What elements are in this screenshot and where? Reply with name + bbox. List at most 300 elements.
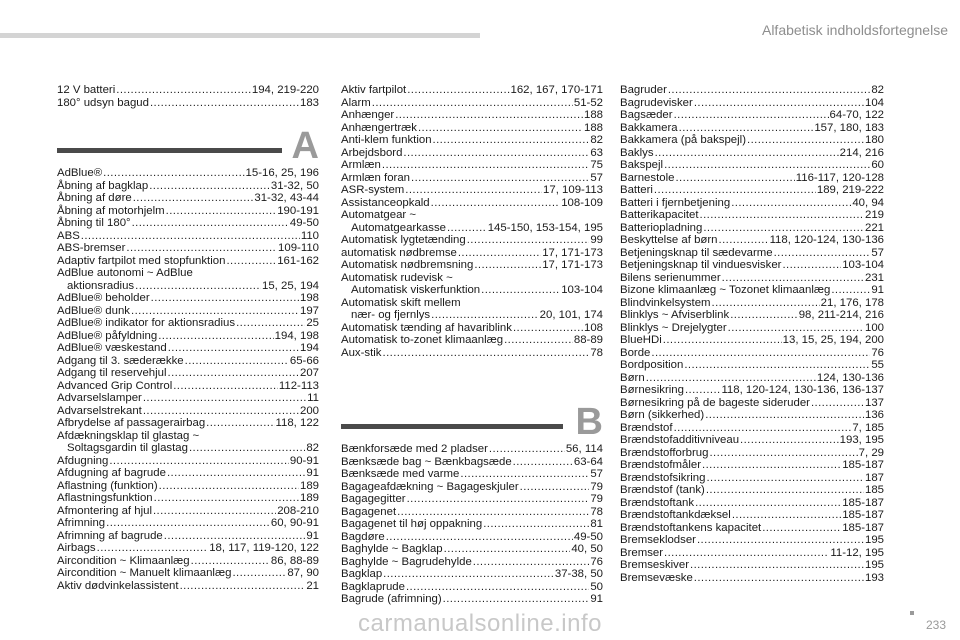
index-entry bbox=[620, 109, 884, 122]
dot-leader bbox=[185, 355, 289, 368]
entry-pages: 110 bbox=[300, 229, 319, 242]
entry-term: Bagdøre bbox=[341, 530, 385, 543]
index-entry-line bbox=[57, 580, 319, 593]
dot-leader bbox=[97, 542, 209, 555]
entry-term: Automatisk to-zonet klimaanlæg bbox=[341, 334, 504, 346]
entry-term: AdBlue® påfyldning bbox=[57, 329, 158, 342]
entry-term: Advarselslamper bbox=[57, 392, 142, 404]
index-entry bbox=[620, 184, 884, 197]
index-entry bbox=[341, 134, 603, 147]
index-entry bbox=[341, 122, 603, 135]
entry-term: Borde bbox=[620, 346, 651, 359]
index-entry bbox=[341, 109, 603, 122]
entry-pages: 55 bbox=[871, 359, 884, 371]
index-entry bbox=[620, 272, 884, 285]
index-entry-line bbox=[57, 97, 319, 110]
entry-term: Armlæn foran bbox=[341, 171, 411, 184]
dot-leader bbox=[232, 567, 286, 580]
entry-pages: 78 bbox=[590, 346, 603, 359]
index-entry-line bbox=[341, 531, 603, 544]
entry-pages: 90-91 bbox=[289, 454, 319, 467]
index-entry bbox=[620, 384, 884, 397]
dot-leader bbox=[153, 505, 276, 518]
index-entry-line bbox=[341, 593, 603, 606]
entry-pages: 76 bbox=[590, 555, 603, 568]
entry-pages: 194, 219-220 bbox=[251, 84, 319, 96]
entry-pages: 51-52 bbox=[573, 96, 603, 109]
letter-a: A bbox=[291, 125, 319, 167]
entry-term: Arbejdsbord bbox=[341, 146, 403, 159]
entry-pages: 75 bbox=[590, 159, 603, 171]
dot-leader bbox=[679, 122, 814, 135]
dot-leader bbox=[489, 443, 565, 456]
entry-term: Bakspejl bbox=[620, 159, 664, 171]
entry-term: Åbning til 180° bbox=[57, 217, 131, 229]
dot-leader bbox=[782, 259, 841, 272]
entry-pages: 57 bbox=[871, 246, 884, 259]
index-entry bbox=[620, 84, 884, 97]
dot-leader bbox=[189, 442, 305, 455]
entry-term: Beskyttelse af børn bbox=[620, 234, 718, 246]
entry-term: Adgang til reservehjul bbox=[57, 367, 167, 379]
entry-term: BlueHDi bbox=[620, 334, 662, 346]
entry-pages: 49-50 bbox=[289, 217, 319, 229]
index-entry bbox=[620, 259, 884, 272]
entry-term: Bagagegitter bbox=[341, 493, 406, 505]
index-entry bbox=[341, 209, 603, 234]
entry-pages: 79 bbox=[590, 493, 603, 505]
entry-term: Aktiv fartpilot bbox=[341, 84, 407, 96]
dot-leader bbox=[116, 84, 251, 97]
entry-term: Afbrydelse af passagerairbag bbox=[57, 417, 206, 429]
index-entry bbox=[57, 317, 319, 330]
entry-pages: 161-162 bbox=[277, 254, 319, 267]
index-entry bbox=[620, 472, 884, 485]
index-entry bbox=[57, 555, 319, 568]
index-entry-line bbox=[57, 442, 319, 455]
index-entry-line bbox=[341, 259, 603, 272]
dot-leader bbox=[664, 159, 870, 172]
index-entry-line bbox=[620, 309, 884, 322]
dot-leader bbox=[709, 447, 857, 460]
entry-pages: 189, 219-222 bbox=[816, 184, 884, 196]
letter-heading-b bbox=[341, 393, 603, 443]
index-entry-line bbox=[620, 222, 884, 235]
index-entry bbox=[620, 359, 884, 372]
entry-term: Brændstoftankens kapacitet bbox=[620, 521, 762, 534]
index-entry-line bbox=[57, 305, 319, 318]
index-entry bbox=[57, 467, 319, 480]
entry-pages: 231 bbox=[864, 271, 884, 284]
dot-leader bbox=[226, 255, 276, 268]
entry-term: Bakkamera bbox=[620, 121, 678, 134]
index-entry bbox=[57, 580, 319, 593]
entry-pages: 91 bbox=[306, 529, 319, 542]
entry-term: AdBlue autonomi ~ AdBlue bbox=[57, 267, 193, 279]
entry-term: Automatisk skift mellem bbox=[341, 296, 461, 309]
dot-leader bbox=[481, 284, 560, 297]
page-number: 233 bbox=[925, 618, 946, 632]
dot-leader bbox=[403, 147, 589, 160]
entry-pages: 188 bbox=[583, 109, 603, 121]
entry-pages: 21 bbox=[306, 579, 319, 592]
entry-pages: 195 bbox=[864, 559, 884, 571]
entry-term: Assistanceopkald bbox=[341, 196, 430, 209]
index-entry-line bbox=[57, 355, 319, 368]
dot-leader bbox=[706, 472, 864, 485]
dot-leader bbox=[694, 97, 864, 110]
entry-pages: 100 bbox=[864, 321, 884, 334]
index-entry-line bbox=[620, 209, 884, 222]
index-entry-line bbox=[341, 272, 603, 285]
entry-term: Børnesikring bbox=[620, 384, 684, 396]
index-entry-line bbox=[57, 280, 319, 293]
entry-term: Aktiv dødvinkelassistent bbox=[57, 579, 179, 592]
index-entry-line bbox=[57, 292, 319, 305]
dot-leader bbox=[651, 347, 870, 360]
dot-leader bbox=[106, 517, 270, 530]
index-entry bbox=[57, 180, 319, 193]
entry-pages: 15, 25, 194 bbox=[261, 279, 319, 292]
index-entry bbox=[620, 534, 884, 547]
dot-leader bbox=[654, 184, 816, 197]
index-entry bbox=[57, 292, 319, 305]
entry-pages: 63-64 bbox=[573, 455, 603, 468]
index-entry bbox=[57, 567, 319, 580]
entry-term: Advanced Grip Control bbox=[57, 379, 173, 392]
entry-pages: 103-104 bbox=[561, 284, 603, 296]
entry-term: Afdugning af bagrude bbox=[57, 467, 166, 479]
entry-pages: 108-109 bbox=[561, 196, 603, 209]
index-entry-line bbox=[57, 555, 319, 568]
index-entry-line bbox=[57, 505, 319, 518]
dot-leader bbox=[712, 297, 820, 310]
index-entry bbox=[57, 355, 319, 368]
entry-pages: 49-50 bbox=[573, 530, 603, 543]
entries-a-part1 bbox=[57, 167, 319, 592]
index-column-2 bbox=[341, 84, 603, 606]
index-entry-line bbox=[620, 184, 884, 197]
dot-leader bbox=[732, 509, 841, 522]
entry-pages: 91 bbox=[590, 593, 603, 605]
index-entry bbox=[341, 543, 603, 556]
entry-term: Afdugning bbox=[57, 454, 109, 467]
entry-term: AdBlue® beholder bbox=[57, 292, 150, 304]
index-entry bbox=[57, 342, 319, 355]
entry-pages: 108 bbox=[583, 321, 603, 334]
index-entry bbox=[341, 297, 603, 322]
dot-leader bbox=[467, 234, 590, 247]
index-entry bbox=[620, 334, 884, 347]
index-entry bbox=[341, 568, 603, 581]
dot-leader bbox=[151, 292, 299, 305]
entry-pages: 57 bbox=[590, 171, 603, 184]
dot-leader bbox=[674, 422, 852, 435]
entry-term: Batteri bbox=[620, 184, 653, 196]
index-entry bbox=[341, 147, 603, 160]
index-entry bbox=[620, 222, 884, 235]
dot-leader bbox=[395, 109, 583, 122]
index-entry-line bbox=[57, 405, 319, 418]
index-entry bbox=[620, 159, 884, 172]
index-entry-line bbox=[341, 468, 603, 481]
index-entry bbox=[341, 531, 603, 544]
index-entry bbox=[341, 347, 603, 360]
index-entry bbox=[341, 322, 603, 335]
index-entry-line bbox=[57, 417, 319, 430]
index-entry-line bbox=[341, 518, 603, 531]
entry-pages: 17, 171-173 bbox=[542, 246, 603, 259]
index-entry bbox=[620, 122, 884, 135]
entry-pages: 200 bbox=[299, 404, 319, 417]
index-column-1 bbox=[57, 84, 319, 592]
entry-pages: 198 bbox=[299, 292, 319, 304]
entry-pages: 11 bbox=[307, 392, 319, 404]
dot-leader bbox=[431, 309, 539, 322]
entry-pages: 21, 176, 178 bbox=[820, 296, 884, 309]
entry-term: Betjeningsknap til sædevarme bbox=[620, 246, 773, 259]
dot-leader bbox=[684, 359, 870, 372]
entry-pages: 79 bbox=[590, 480, 603, 493]
entry-term: Automatisk viskerfunktion bbox=[351, 284, 481, 296]
index-entry-line bbox=[57, 380, 319, 393]
entry-pages: 197 bbox=[299, 304, 319, 317]
index-entry bbox=[620, 172, 884, 185]
dot-leader bbox=[81, 230, 300, 243]
dot-leader bbox=[167, 467, 305, 480]
dot-leader bbox=[700, 209, 864, 222]
index-entry bbox=[620, 434, 884, 447]
entry-term: Bagageafdækning ~ Bagageskjuler bbox=[341, 480, 519, 493]
index-entry-line bbox=[341, 122, 603, 135]
index-entry-line bbox=[57, 567, 319, 580]
index-entry-line bbox=[341, 347, 603, 360]
entry-pages: 118, 120-124, 130-136, 136-137 bbox=[721, 384, 884, 396]
dot-leader bbox=[173, 380, 278, 393]
index-entry bbox=[620, 572, 884, 585]
index-entry-line bbox=[341, 247, 603, 260]
index-entry-line bbox=[620, 534, 884, 547]
entry-pages: 185-187 bbox=[842, 459, 884, 471]
dot-leader bbox=[143, 405, 299, 418]
dot-leader bbox=[705, 409, 864, 422]
index-entry bbox=[57, 230, 319, 243]
entry-term: Bagrudevisker bbox=[620, 96, 693, 109]
dot-leader bbox=[675, 172, 794, 185]
entry-pages: 82 bbox=[306, 442, 319, 454]
entry-term: Adaptiv fartpilot med stopfunktion bbox=[57, 254, 226, 267]
entry-pages: 64-70, 122 bbox=[829, 109, 884, 121]
entry-pages: 60 bbox=[871, 159, 884, 171]
entry-pages: 86, 88-89 bbox=[270, 554, 319, 567]
dot-leader bbox=[460, 468, 589, 481]
dot-leader bbox=[135, 280, 261, 293]
index-entry bbox=[341, 593, 603, 606]
index-entry-line bbox=[620, 84, 884, 97]
index-entry-line bbox=[57, 255, 319, 268]
dot-leader bbox=[397, 506, 589, 519]
index-entry bbox=[57, 530, 319, 543]
index-entry bbox=[620, 284, 884, 297]
index-entry bbox=[341, 272, 603, 297]
index-entry-line bbox=[341, 456, 603, 469]
entry-term: Automatisk tænding af havariblink bbox=[341, 321, 512, 334]
index-entry-line bbox=[57, 192, 319, 205]
entry-pages: 104 bbox=[864, 96, 884, 109]
entry-term: ABS bbox=[57, 229, 80, 242]
entry-term: Brændstofadditivniveau bbox=[620, 434, 740, 446]
dot-leader bbox=[431, 197, 561, 210]
entry-pages: 37-38, 50 bbox=[554, 568, 603, 580]
entry-term: Bænksæde med varme bbox=[341, 468, 460, 480]
index-entry-line bbox=[57, 542, 319, 555]
entry-pages: 31-32, 43-44 bbox=[254, 192, 319, 204]
dot-leader bbox=[722, 272, 864, 285]
index-entry-line bbox=[620, 497, 884, 510]
index-entry bbox=[57, 97, 319, 110]
dot-leader bbox=[706, 484, 864, 497]
entry-term: Baghylde ~ Bagklap bbox=[341, 543, 443, 555]
dot-leader bbox=[131, 305, 299, 318]
entry-pages: 87, 90 bbox=[287, 567, 319, 579]
entry-term: Anhænger bbox=[341, 109, 395, 121]
index-entry-line bbox=[57, 330, 319, 343]
index-entry-line bbox=[57, 217, 319, 230]
dot-leader bbox=[180, 580, 306, 593]
entry-pages: 183 bbox=[299, 96, 319, 109]
index-entry bbox=[620, 297, 884, 310]
entries-numeric bbox=[57, 84, 319, 109]
dot-leader bbox=[447, 222, 487, 235]
index-entry bbox=[341, 493, 603, 506]
dot-leader bbox=[158, 330, 273, 343]
index-entry-line bbox=[341, 197, 603, 210]
index-entry-line bbox=[341, 172, 603, 185]
entry-pages: 185-187 bbox=[842, 509, 884, 521]
index-entry bbox=[620, 234, 884, 247]
index-entry bbox=[620, 97, 884, 110]
index-entry-line bbox=[341, 506, 603, 519]
entries-b-part2 bbox=[620, 84, 884, 584]
index-entry-line bbox=[620, 572, 884, 585]
index-entry bbox=[620, 497, 884, 510]
index-entry-line bbox=[341, 322, 603, 335]
entry-pages: 214, 216 bbox=[839, 146, 884, 159]
dot-leader bbox=[166, 205, 277, 218]
dot-leader bbox=[694, 572, 864, 585]
index-entry bbox=[620, 484, 884, 497]
entry-term: Bremsevæske bbox=[620, 571, 693, 584]
index-entry bbox=[620, 247, 884, 260]
index-entry-line bbox=[341, 284, 603, 297]
entry-term: Automatisk nødbremsning bbox=[341, 259, 474, 271]
entry-term: Bagruder bbox=[620, 84, 667, 96]
dot-leader bbox=[382, 159, 589, 172]
index-entry bbox=[57, 455, 319, 468]
entry-pages: 60, 90-91 bbox=[270, 517, 319, 529]
entry-term: ABS-bremser bbox=[57, 242, 126, 254]
entry-pages: 20, 101, 174 bbox=[539, 309, 603, 321]
index-entry-line bbox=[57, 367, 319, 380]
entry-term: automatisk nødbremse bbox=[341, 246, 457, 259]
index-entry-line bbox=[341, 209, 603, 222]
index-entry bbox=[57, 505, 319, 518]
dot-leader bbox=[418, 122, 583, 135]
entry-term: Aircondition ~ Manuelt klimaanlæg bbox=[57, 567, 232, 579]
entry-term: Bagklaprude bbox=[341, 580, 405, 593]
entry-pages: 17, 171-173 bbox=[542, 259, 603, 271]
index-entry bbox=[341, 172, 603, 185]
dot-leader bbox=[372, 97, 573, 110]
entry-pages: 82 bbox=[871, 84, 884, 96]
entry-pages: 112-113 bbox=[278, 379, 319, 392]
entry-pages: 82 bbox=[590, 134, 603, 146]
entry-term: Bagagenet til høj oppakning bbox=[341, 518, 483, 530]
index-entry-line bbox=[620, 172, 884, 185]
entry-term: Afmontering af hjul bbox=[57, 504, 152, 517]
index-entry-line bbox=[57, 430, 319, 443]
entry-pages: 189 bbox=[299, 479, 319, 492]
entry-term: Batteri i fjernbetjening bbox=[620, 196, 731, 209]
entry-pages: 109-110 bbox=[278, 242, 319, 254]
entry-term: Brændstoftank bbox=[620, 496, 695, 509]
index-entry bbox=[620, 547, 884, 560]
dot-leader bbox=[133, 192, 254, 205]
entry-pages: 56, 114 bbox=[565, 443, 603, 455]
index-entry-line bbox=[620, 284, 884, 297]
index-entry-line bbox=[620, 397, 884, 410]
entry-term: aktionsradius bbox=[67, 279, 135, 292]
entry-pages: 15-16, 25, 196 bbox=[245, 167, 319, 179]
entry-pages: 103-104 bbox=[842, 259, 884, 271]
index-entry bbox=[620, 309, 884, 322]
dot-leader bbox=[774, 247, 871, 260]
index-entry-line bbox=[620, 234, 884, 247]
dot-leader bbox=[143, 392, 306, 405]
entry-term: Børn (sikkerhed) bbox=[620, 409, 705, 421]
index-entry bbox=[57, 84, 319, 97]
entry-term: Brændstofforbrug bbox=[620, 446, 709, 459]
entry-term: Anhængertræk bbox=[341, 121, 417, 134]
index-entry-line bbox=[341, 493, 603, 506]
entry-pages: 189 bbox=[299, 492, 319, 504]
index-entry-line bbox=[57, 342, 319, 355]
entry-term: Afrimning bbox=[57, 517, 106, 529]
letter-heading-a bbox=[57, 117, 319, 167]
index-entry-line bbox=[57, 167, 319, 180]
entry-term: Soltagsgardin til glastag bbox=[67, 442, 188, 454]
dot-leader bbox=[697, 534, 864, 547]
dot-leader bbox=[206, 417, 274, 430]
entry-pages: 13, 15, 25, 194, 200 bbox=[782, 334, 884, 346]
dot-leader bbox=[149, 180, 270, 193]
entry-term: Baghylde ~ Bagrudehylde bbox=[341, 555, 472, 568]
index-entry-line bbox=[620, 372, 884, 385]
entry-term: AdBlue® indikator for aktionsradius bbox=[57, 317, 236, 329]
index-entry bbox=[620, 559, 884, 572]
entry-term: ASR-system bbox=[341, 184, 405, 196]
entry-term: Bagklap bbox=[341, 568, 383, 580]
entry-pages: 157, 180, 183 bbox=[814, 121, 884, 134]
index-entry bbox=[341, 97, 603, 110]
index-entry bbox=[620, 197, 884, 210]
entries-a-part2 bbox=[341, 84, 603, 359]
dot-leader bbox=[655, 147, 839, 160]
entry-term: Brændstofmåler bbox=[620, 459, 702, 471]
index-entry-line bbox=[620, 147, 884, 160]
entry-term: Bænksæde bag ~ Bænkbagsæde bbox=[341, 455, 512, 468]
dot-leader bbox=[386, 531, 573, 544]
